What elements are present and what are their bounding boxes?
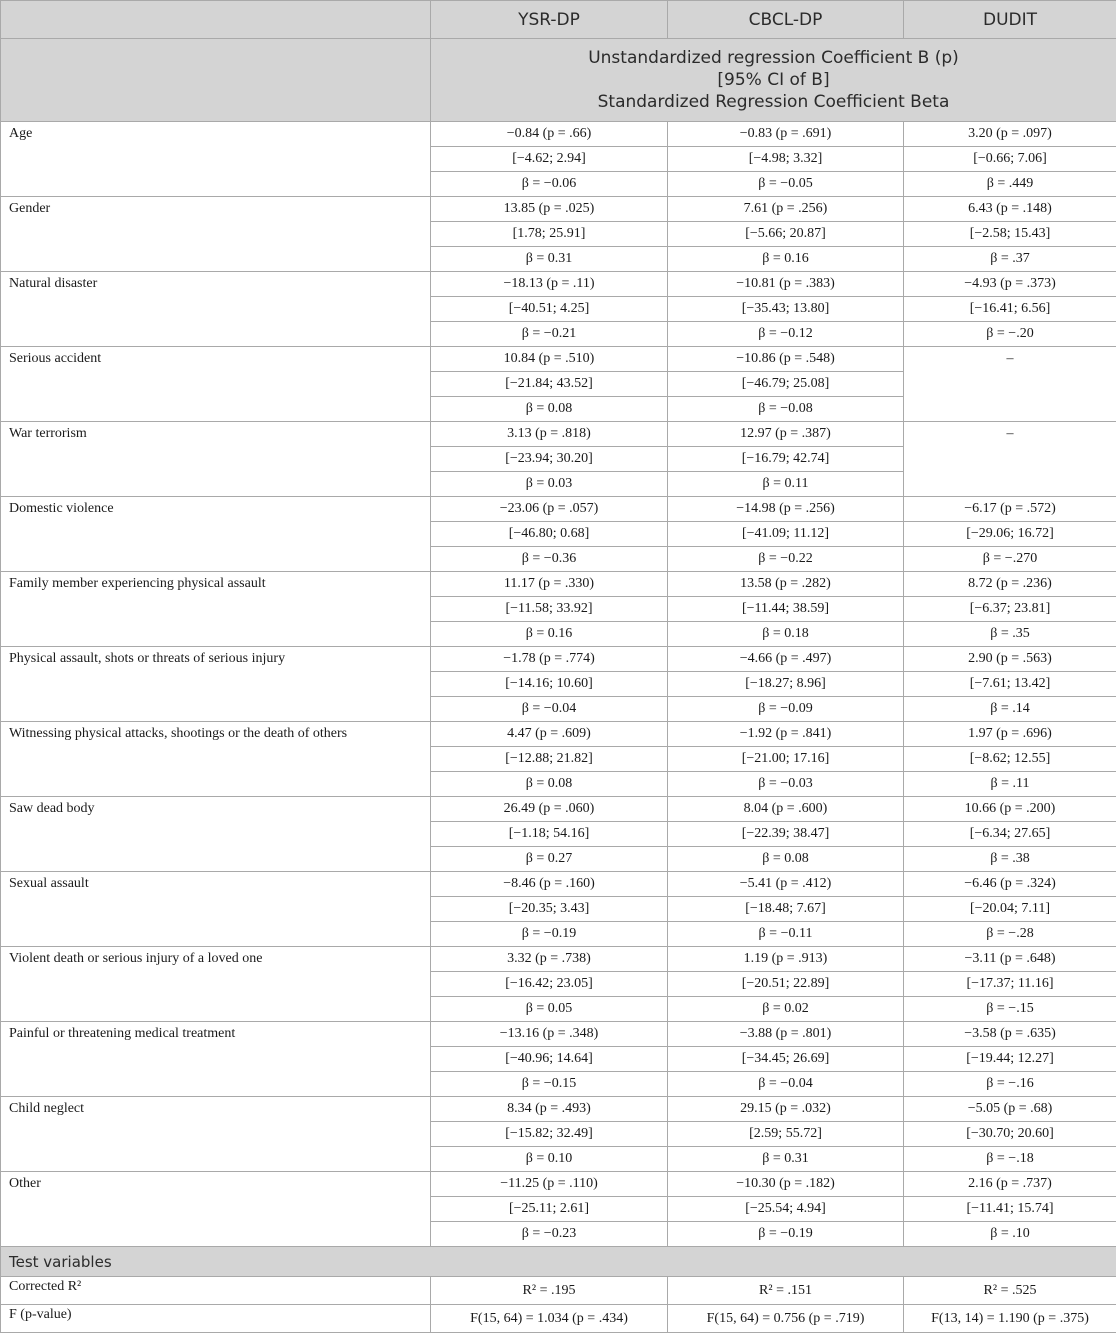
- table-row: [1, 197, 1116, 222]
- cbcl-dp-beta-cell: β = −0.04: [668, 1072, 904, 1097]
- test-row-label: Corrected R²: [1, 1277, 431, 1305]
- ysr-dp-beta-cell: β = −0.19: [431, 922, 668, 947]
- ysr-dp-beta-cell: β = 0.08: [431, 397, 668, 422]
- table-row: [1, 1172, 1116, 1197]
- row-label: Sexual assault: [1, 872, 431, 947]
- table-row: [1, 422, 1116, 447]
- dudit-coefficient-cell: 2.90 (p = .563): [904, 647, 1116, 672]
- ysr-dp-beta-cell: β = −0.23: [431, 1222, 668, 1247]
- ysr-dp-confidence-interval-cell: [−23.94; 30.20]: [431, 447, 668, 472]
- ysr-dp-beta-cell: β = 0.10: [431, 1147, 668, 1172]
- dudit-coefficient-cell: −6.46 (p = .324): [904, 872, 1116, 897]
- dudit-beta-cell: β = −.20: [904, 322, 1116, 347]
- dudit-confidence-interval-cell: [−0.66; 7.06]: [904, 147, 1116, 172]
- ysr-dp-confidence-interval-cell: [1.78; 25.91]: [431, 222, 668, 247]
- dudit-missing-cell: –: [904, 347, 1116, 422]
- ysr-dp-coefficient-cell: −1.78 (p = .774): [431, 647, 668, 672]
- ysr-dp-beta-cell: β = 0.27: [431, 847, 668, 872]
- ysr-dp-confidence-interval-cell: [−46.80; 0.68]: [431, 522, 668, 547]
- ysr-dp-coefficient-cell: −13.16 (p = .348): [431, 1022, 668, 1047]
- dudit-coefficient-cell: 3.20 (p = .097): [904, 122, 1116, 147]
- row-label: Natural disaster: [1, 272, 431, 347]
- dudit-confidence-interval-cell: [−6.34; 27.65]: [904, 822, 1116, 847]
- ysr-dp-confidence-interval-cell: [−20.35; 3.43]: [431, 897, 668, 922]
- table-body: [1, 122, 1116, 1333]
- table-row: [1, 647, 1116, 672]
- ysr-dp-coefficient-cell: −18.13 (p = .11): [431, 272, 668, 297]
- dudit-test-value: F(13, 14) = 1.190 (p = .375): [904, 1305, 1116, 1333]
- cbcl-dp-beta-cell: β = 0.18: [668, 622, 904, 647]
- ysr-dp-confidence-interval-cell: [−21.84; 43.52]: [431, 372, 668, 397]
- subheader-line-1: Unstandardized regression Coefficient B (p): [431, 47, 1116, 69]
- cbcl-dp-beta-cell: β = 0.11: [668, 472, 904, 497]
- column-header-dudit: DUDIT: [904, 1, 1116, 39]
- dudit-coefficient-cell: 10.66 (p = .200): [904, 797, 1116, 822]
- dudit-beta-cell: β = .35: [904, 622, 1116, 647]
- cbcl-dp-beta-cell: β = 0.08: [668, 847, 904, 872]
- dudit-beta-cell: β = −.15: [904, 997, 1116, 1022]
- dudit-beta-cell: β = .10: [904, 1222, 1116, 1247]
- ysr-dp-beta-cell: β = −0.15: [431, 1072, 668, 1097]
- subheader-line-2: [95% CI of B]: [431, 69, 1116, 91]
- ysr-dp-confidence-interval-cell: [−16.42; 23.05]: [431, 972, 668, 997]
- row-label: Serious accident: [1, 347, 431, 422]
- test-row: [1, 1277, 1116, 1305]
- ysr-dp-coefficient-cell: 13.85 (p = .025): [431, 197, 668, 222]
- cbcl-dp-beta-cell: β = −0.22: [668, 547, 904, 572]
- cbcl-dp-confidence-interval-cell: [−4.98; 3.32]: [668, 147, 904, 172]
- cbcl-dp-coefficient-cell: −0.83 (p = .691): [668, 122, 904, 147]
- cbcl-dp-confidence-interval-cell: [−18.48; 7.67]: [668, 897, 904, 922]
- row-label: Gender: [1, 197, 431, 272]
- dudit-confidence-interval-cell: [−17.37; 11.16]: [904, 972, 1116, 997]
- dudit-confidence-interval-cell: [−2.58; 15.43]: [904, 222, 1116, 247]
- ysr-dp-beta-cell: β = 0.31: [431, 247, 668, 272]
- dudit-beta-cell: β = −.28: [904, 922, 1116, 947]
- ysr-dp-confidence-interval-cell: [−1.18; 54.16]: [431, 822, 668, 847]
- cbcl-dp-beta-cell: β = 0.31: [668, 1147, 904, 1172]
- ysr-dp-coefficient-cell: −23.06 (p = .057): [431, 497, 668, 522]
- dudit-beta-cell: β = −.18: [904, 1147, 1116, 1172]
- cbcl-dp-confidence-interval-cell: [−41.09; 11.12]: [668, 522, 904, 547]
- cbcl-dp-coefficient-cell: 12.97 (p = .387): [668, 422, 904, 447]
- cbcl-dp-confidence-interval-cell: [−22.39; 38.47]: [668, 822, 904, 847]
- dudit-coefficient-cell: −5.05 (p = .68): [904, 1097, 1116, 1122]
- dudit-confidence-interval-cell: [−16.41; 6.56]: [904, 297, 1116, 322]
- row-label: Physical assault, shots or threats of serious injury: [1, 647, 431, 722]
- section-title: Test variables: [1, 1247, 1116, 1277]
- dudit-confidence-interval-cell: [−6.37; 23.81]: [904, 597, 1116, 622]
- dudit-confidence-interval-cell: [−30.70; 20.60]: [904, 1122, 1116, 1147]
- column-header-cbcl-dp: CBCL-DP: [668, 1, 904, 39]
- cbcl-dp-test-value: R² = .151: [668, 1277, 904, 1305]
- test-row: [1, 1305, 1116, 1333]
- cbcl-dp-beta-cell: β = −0.19: [668, 1222, 904, 1247]
- dudit-confidence-interval-cell: [−11.41; 15.74]: [904, 1197, 1116, 1222]
- cbcl-dp-confidence-interval-cell: [2.59; 55.72]: [668, 1122, 904, 1147]
- cbcl-dp-beta-cell: β = −0.09: [668, 697, 904, 722]
- table-row: [1, 497, 1116, 522]
- column-header-ysr-dp: YSR-DP: [431, 1, 668, 39]
- cbcl-dp-coefficient-cell: −10.30 (p = .182): [668, 1172, 904, 1197]
- cbcl-dp-coefficient-cell: −14.98 (p = .256): [668, 497, 904, 522]
- ysr-dp-beta-cell: β = 0.16: [431, 622, 668, 647]
- row-label: Child neglect: [1, 1097, 431, 1172]
- row-label: Domestic violence: [1, 497, 431, 572]
- row-label: Witnessing physical attacks, shootings or the death of others: [1, 722, 431, 797]
- ysr-dp-coefficient-cell: −11.25 (p = .110): [431, 1172, 668, 1197]
- table-row: [1, 272, 1116, 297]
- cbcl-dp-beta-cell: β = −0.08: [668, 397, 904, 422]
- column-header-row: [1, 1, 1116, 39]
- row-label: Family member experiencing physical assault: [1, 572, 431, 647]
- ysr-dp-coefficient-cell: 4.47 (p = .609): [431, 722, 668, 747]
- dudit-coefficient-cell: 8.72 (p = .236): [904, 572, 1116, 597]
- ysr-dp-coefficient-cell: 3.13 (p = .818): [431, 422, 668, 447]
- table-row: [1, 722, 1116, 747]
- ysr-dp-beta-cell: β = 0.08: [431, 772, 668, 797]
- dudit-beta-cell: β = .38: [904, 847, 1116, 872]
- ysr-dp-coefficient-cell: −0.84 (p = .66): [431, 122, 668, 147]
- ysr-dp-confidence-interval-cell: [−14.16; 10.60]: [431, 672, 668, 697]
- cbcl-dp-confidence-interval-cell: [−34.45; 26.69]: [668, 1047, 904, 1072]
- ysr-dp-confidence-interval-cell: [−11.58; 33.92]: [431, 597, 668, 622]
- ysr-dp-confidence-interval-cell: [−25.11; 2.61]: [431, 1197, 668, 1222]
- corner-subheader-cell: [1, 39, 431, 122]
- dudit-confidence-interval-cell: [−29.06; 16.72]: [904, 522, 1116, 547]
- ysr-dp-coefficient-cell: 3.32 (p = .738): [431, 947, 668, 972]
- table-row: [1, 872, 1116, 897]
- ysr-dp-coefficient-cell: 11.17 (p = .330): [431, 572, 668, 597]
- cbcl-dp-confidence-interval-cell: [−20.51; 22.89]: [668, 972, 904, 997]
- dudit-confidence-interval-cell: [−8.62; 12.55]: [904, 747, 1116, 772]
- ysr-dp-test-value: R² = .195: [431, 1277, 668, 1305]
- ysr-dp-beta-cell: β = −0.04: [431, 697, 668, 722]
- ysr-dp-test-value: F(15, 64) = 1.034 (p = .434): [431, 1305, 668, 1333]
- ysr-dp-confidence-interval-cell: [−15.82; 32.49]: [431, 1122, 668, 1147]
- dudit-confidence-interval-cell: [−7.61; 13.42]: [904, 672, 1116, 697]
- test-row-label: F (p-value): [1, 1305, 431, 1333]
- dudit-coefficient-cell: 2.16 (p = .737): [904, 1172, 1116, 1197]
- cbcl-dp-coefficient-cell: 1.19 (p = .913): [668, 947, 904, 972]
- dudit-coefficient-cell: −6.17 (p = .572): [904, 497, 1116, 522]
- cbcl-dp-coefficient-cell: −10.86 (p = .548): [668, 347, 904, 372]
- cbcl-dp-coefficient-cell: −1.92 (p = .841): [668, 722, 904, 747]
- dudit-beta-cell: β = .11: [904, 772, 1116, 797]
- dudit-coefficient-cell: 6.43 (p = .148): [904, 197, 1116, 222]
- dudit-beta-cell: β = .449: [904, 172, 1116, 197]
- dudit-confidence-interval-cell: [−20.04; 7.11]: [904, 897, 1116, 922]
- ysr-dp-coefficient-cell: 10.84 (p = .510): [431, 347, 668, 372]
- cbcl-dp-confidence-interval-cell: [−35.43; 13.80]: [668, 297, 904, 322]
- row-label: Saw dead body: [1, 797, 431, 872]
- dudit-coefficient-cell: −3.58 (p = .635): [904, 1022, 1116, 1047]
- ysr-dp-coefficient-cell: −8.46 (p = .160): [431, 872, 668, 897]
- ysr-dp-beta-cell: β = 0.05: [431, 997, 668, 1022]
- dudit-beta-cell: β = −.16: [904, 1072, 1116, 1097]
- table-row: [1, 347, 1116, 372]
- dudit-coefficient-cell: −3.11 (p = .648): [904, 947, 1116, 972]
- cbcl-dp-beta-cell: β = −0.05: [668, 172, 904, 197]
- row-label: Violent death or serious injury of a loved one: [1, 947, 431, 1022]
- ysr-dp-confidence-interval-cell: [−40.51; 4.25]: [431, 297, 668, 322]
- dudit-beta-cell: β = .37: [904, 247, 1116, 272]
- coefficient-description: [431, 39, 1116, 122]
- dudit-coefficient-cell: −4.93 (p = .373): [904, 272, 1116, 297]
- subheader-row: [1, 39, 1116, 122]
- table-row: [1, 947, 1116, 972]
- table-row: [1, 572, 1116, 597]
- dudit-coefficient-cell: 1.97 (p = .696): [904, 722, 1116, 747]
- table-row: [1, 1097, 1116, 1122]
- ysr-dp-coefficient-cell: 26.49 (p = .060): [431, 797, 668, 822]
- cbcl-dp-coefficient-cell: 29.15 (p = .032): [668, 1097, 904, 1122]
- cbcl-dp-coefficient-cell: −10.81 (p = .383): [668, 272, 904, 297]
- cbcl-dp-beta-cell: β = 0.02: [668, 997, 904, 1022]
- dudit-beta-cell: β = .14: [904, 697, 1116, 722]
- ysr-dp-beta-cell: β = −0.06: [431, 172, 668, 197]
- ysr-dp-confidence-interval-cell: [−12.88; 21.82]: [431, 747, 668, 772]
- corner-header-cell: [1, 1, 431, 39]
- row-label: War terrorism: [1, 422, 431, 497]
- row-label: Painful or threatening medical treatment: [1, 1022, 431, 1097]
- table-row: [1, 797, 1116, 822]
- cbcl-dp-coefficient-cell: −5.41 (p = .412): [668, 872, 904, 897]
- ysr-dp-beta-cell: β = −0.36: [431, 547, 668, 572]
- ysr-dp-confidence-interval-cell: [−40.96; 14.64]: [431, 1047, 668, 1072]
- cbcl-dp-coefficient-cell: 7.61 (p = .256): [668, 197, 904, 222]
- cbcl-dp-confidence-interval-cell: [−21.00; 17.16]: [668, 747, 904, 772]
- cbcl-dp-coefficient-cell: 13.58 (p = .282): [668, 572, 904, 597]
- cbcl-dp-beta-cell: β = 0.16: [668, 247, 904, 272]
- cbcl-dp-coefficient-cell: 8.04 (p = .600): [668, 797, 904, 822]
- subheader-line-3: Standardized Regression Coefficient Beta: [431, 91, 1116, 113]
- cbcl-dp-confidence-interval-cell: [−25.54; 4.94]: [668, 1197, 904, 1222]
- cbcl-dp-beta-cell: β = −0.11: [668, 922, 904, 947]
- cbcl-dp-confidence-interval-cell: [−16.79; 42.74]: [668, 447, 904, 472]
- cbcl-dp-test-value: F(15, 64) = 0.756 (p = .719): [668, 1305, 904, 1333]
- dudit-missing-cell: –: [904, 422, 1116, 497]
- row-label: Other: [1, 1172, 431, 1247]
- ysr-dp-beta-cell: β = 0.03: [431, 472, 668, 497]
- dudit-confidence-interval-cell: [−19.44; 12.27]: [904, 1047, 1116, 1072]
- cbcl-dp-beta-cell: β = −0.12: [668, 322, 904, 347]
- cbcl-dp-confidence-interval-cell: [−5.66; 20.87]: [668, 222, 904, 247]
- cbcl-dp-beta-cell: β = −0.03: [668, 772, 904, 797]
- section-header-row: [1, 1247, 1116, 1277]
- cbcl-dp-confidence-interval-cell: [−18.27; 8.96]: [668, 672, 904, 697]
- cbcl-dp-coefficient-cell: −4.66 (p = .497): [668, 647, 904, 672]
- cbcl-dp-coefficient-cell: −3.88 (p = .801): [668, 1022, 904, 1047]
- dudit-beta-cell: β = −.270: [904, 547, 1116, 572]
- row-label: Age: [1, 122, 431, 197]
- ysr-dp-beta-cell: β = −0.21: [431, 322, 668, 347]
- cbcl-dp-confidence-interval-cell: [−46.79; 25.08]: [668, 372, 904, 397]
- ysr-dp-coefficient-cell: 8.34 (p = .493): [431, 1097, 668, 1122]
- dudit-test-value: R² = .525: [904, 1277, 1116, 1305]
- cbcl-dp-confidence-interval-cell: [−11.44; 38.59]: [668, 597, 904, 622]
- table-row: [1, 1022, 1116, 1047]
- table-row: [1, 122, 1116, 147]
- ysr-dp-confidence-interval-cell: [−4.62; 2.94]: [431, 147, 668, 172]
